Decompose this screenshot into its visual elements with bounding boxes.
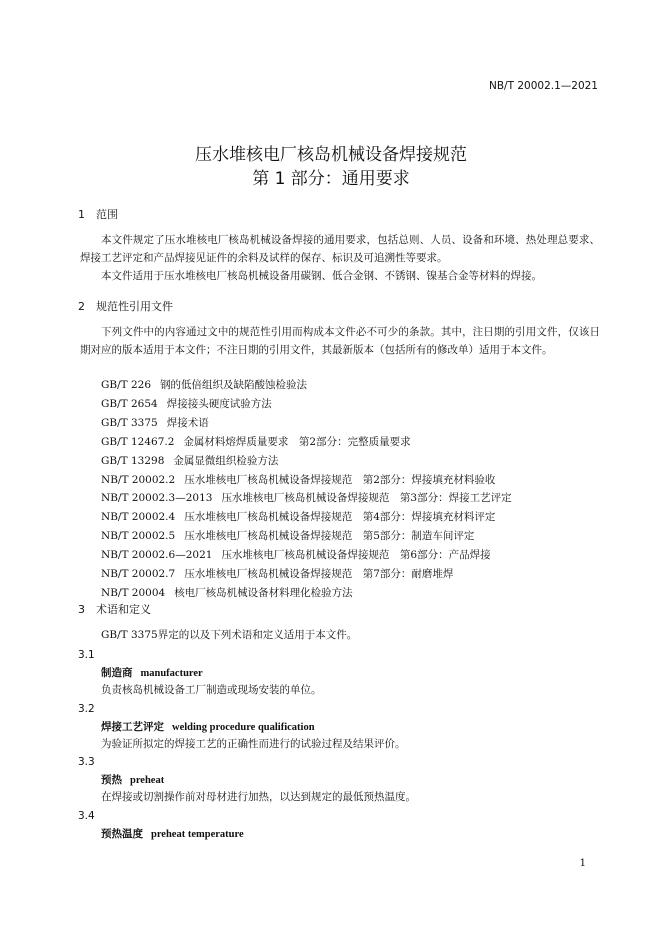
reference-item [101,453,278,468]
reference-code: NB/T 20004 [101,586,166,599]
reference-code: GB/T 2654 [101,397,158,410]
references-intro [80,323,600,359]
reference-title: 金属材料熔焊质量要求 第2部分：完整质量要求 [183,435,411,448]
section-number: 2 [78,300,85,313]
term-english: preheat temperature [151,828,244,840]
reference-item [101,585,353,600]
reference-code: NB/T 20002.2 [101,473,176,486]
term-heading [101,772,164,787]
document-number: NB/T 20002.1—2021 [489,80,598,92]
document-subtitle: 第 1 部分：通用要求 [252,169,410,189]
section-title: 术语和定义 [96,603,151,616]
reference-title: 压水堆核电厂核岛机械设备焊接规范 第2部分：焊接填充材料验收 [184,473,496,486]
reference-code: NB/T 20002.7 [101,568,176,580]
term-definition: 在焊接或切割操作前对母材进行加热，以达到规定的最低预热温度。 [101,791,416,803]
reference-title: 压水堆核电厂核岛机械设备焊接规范 第5部分：制造车间评定 [184,530,475,543]
reference-code: GB/T 226 [101,379,152,391]
reference-title: 压水堆核电厂核岛机械设备焊接规范 第6部分：产品焊接 [221,549,491,562]
reference-code: NB/T 20002.6—2021 [101,549,213,562]
reference-item [101,490,512,505]
reference-item [101,377,307,392]
term-english: manufacturer [140,668,203,679]
term-number: 3.3 [78,756,95,768]
section-title: 范围 [96,208,118,221]
term-definition: 为验证所拟定的焊接工艺的正确性而进行的试验过程及结果评价。 [101,737,406,750]
page-number: 1 [579,858,586,869]
reference-code: NB/T 20002.4 [101,511,176,524]
paragraph: 本文件规定了压水堆核电厂核岛机械设备焊接的通用要求，包括总则、人员、设备和环境、热处理总要求、焊接工艺评定和产品焊接见证件的余料及试样的保存、标识及可追溯性等要求。 [80,234,600,264]
section-number: 3 [78,603,85,616]
reference-title: 钢的低倍组织及缺陷酸蚀检验法 [160,379,308,391]
term-english: preheat [130,775,165,786]
term-heading [101,826,244,841]
reference-title: 压水堆核电厂核岛机械设备焊接规范 第7部分：耐磨堆焊 [184,568,454,580]
term-definition: 负责核岛机械设备工厂制造或现场安装的单位。 [101,684,322,696]
reference-code: GB/T 12467.2 [101,435,175,448]
term-heading [101,719,315,734]
section-heading-scope [78,206,118,222]
reference-title: 焊接术语 [166,416,209,429]
reference-item [101,415,209,430]
section-heading-normative-references [78,298,173,314]
reference-item [101,528,474,543]
term-number: 3.4 [78,809,95,822]
terms-intro: GB/T 3375界定的以及下列术语和定义适用于本文件。 [101,629,358,641]
reference-code: NB/T 20002.3—2013 [101,492,213,505]
reference-item [101,566,453,581]
term-number: 3.2 [78,702,95,715]
document-title: 压水堆核电厂核岛机械设备焊接规范 [195,145,467,165]
section-title: 规范性引用文件 [96,300,173,313]
term-chinese: 制造商 [101,667,133,679]
reference-item [101,396,272,411]
scope-body [80,231,600,285]
term-chinese: 焊接工艺评定 [101,720,164,733]
reference-code: NB/T 20002.5 [101,530,176,543]
term-english: welding procedure qualification [172,721,315,733]
paragraph: 下列文件中的内容通过文中的规范性引用而构成本文件必不可少的条款。其中，注日期的引用文件，仅该日期对应的版本适用于本文件；不注日期的引用文件，其最新版本（包括所有的修改单）适用于本文件。 [80,326,600,356]
term-chinese: 预热温度 [101,827,143,840]
reference-item [101,472,495,487]
reference-title: 压水堆核电厂核岛机械设备焊接规范 第4部分：焊接填充材料评定 [184,511,496,524]
reference-title: 焊接接头硬度试验方法 [166,397,272,410]
reference-item [101,509,495,524]
reference-item [101,434,411,449]
section-heading-terms [78,601,151,617]
reference-code: GB/T 3375 [101,416,158,429]
term-number: 3.1 [78,649,95,661]
reference-title: 压水堆核电厂核岛机械设备焊接规范 第3部分：焊接工艺评定 [221,492,512,505]
reference-item [101,547,491,562]
paragraph: 本文件适用于压水堆核电厂核岛机械设备用碳钢、低合金钢、不锈钢、镍基合金等材料的焊接。 [101,270,542,282]
term-chinese: 预热 [101,774,122,786]
section-number: 1 [78,208,85,221]
reference-code: GB/T 13298 [101,454,165,467]
term-heading [101,665,203,680]
reference-title: 金属显微组织检验方法 [173,454,279,467]
reference-title: 核电厂核岛机械设备材料理化检验方法 [174,586,353,599]
